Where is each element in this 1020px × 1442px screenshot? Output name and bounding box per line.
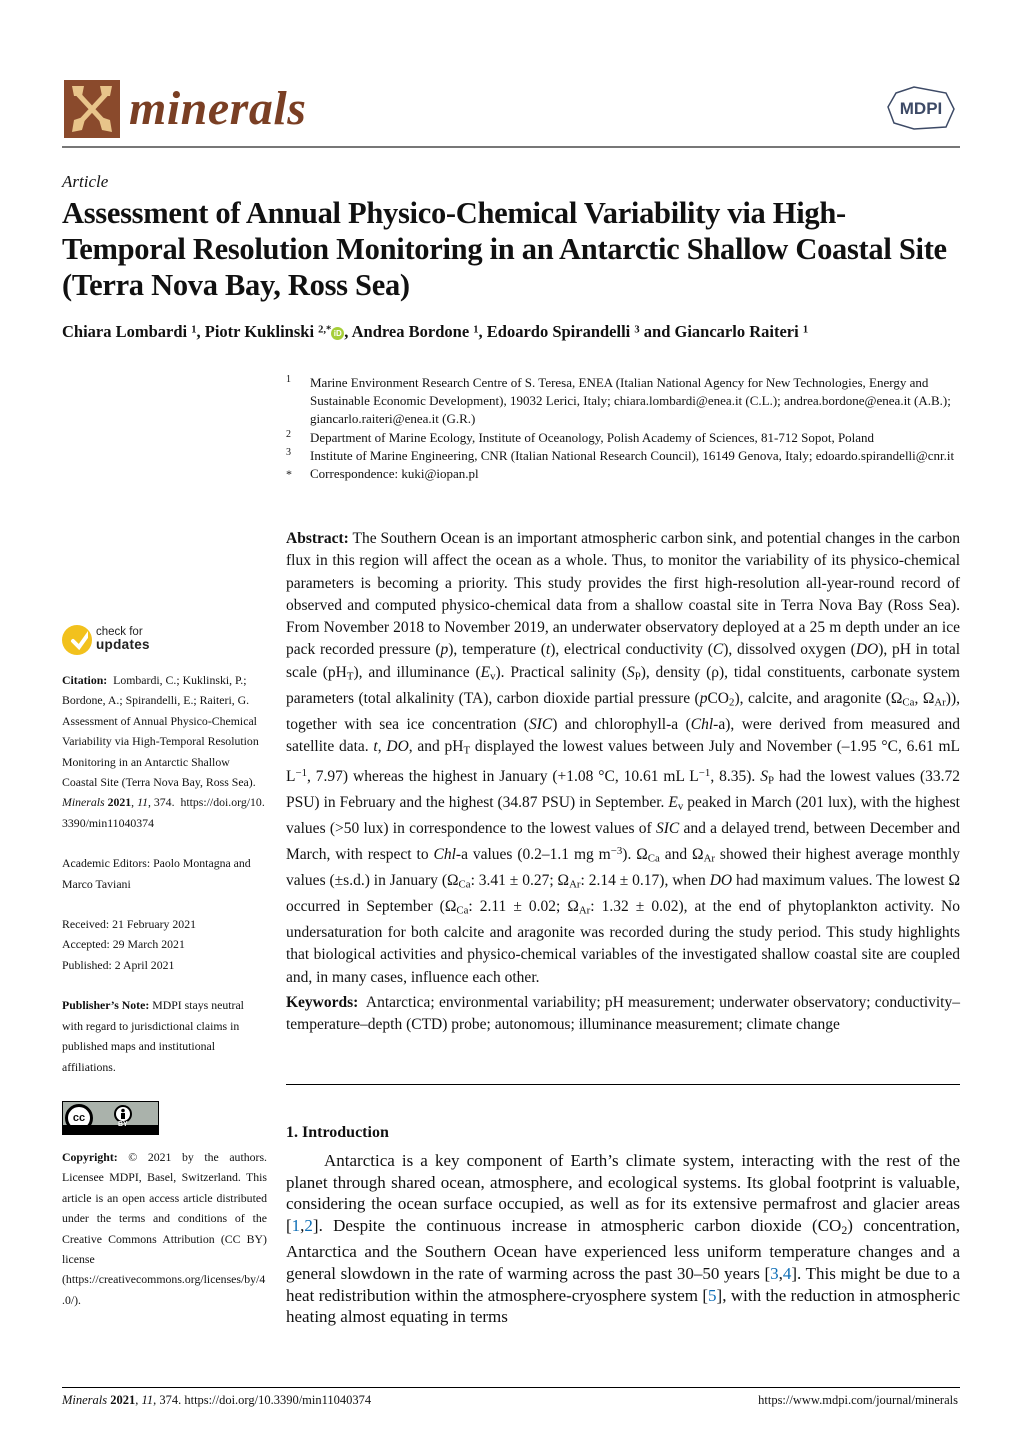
- footer-divider: [62, 1387, 960, 1388]
- affiliations: [286, 374, 966, 483]
- author-affil-sup: 1: [191, 324, 197, 336]
- abstract: Abstract: The Southern Ocean is an important atmospheric carbon sink, and potential changes in the carbon flux in this region will affect the ocean as a whole. Thus, to monitor the variability of its physico-chemical parameters is becoming a priority. This study provides the first high-resolution all-year-round record of observed and computed physico-chemical data from a shallow coastal site in Terra Nova Bay (Ross Sea). From November 2018 to November 2019, an underwater observatory deployed at a 25 m depth under an ice pack recorded pressure (p), temperature (t), electrical conductivity (C), dissolved oxygen (DO), pH in total scale $(pH_T)$, and illuminance $(E_v)$. Practical salinity $(S_P)$, density (ρ), tidal constituents, carbonate system parameters (total alkalinity (TA), carbon dioxide partial pressure (pCO$_2$), calcite, and aragonite ($\Omega_{Ca}$, $\Omega_{Ar}$)), together with sea ice concentration (SIC) and chlorophyll-a (Chl-a), were derived from measured and satellite data. t, DO, and $pH_T$ displayed the lowest values between July and November (–1.95 °C, 6.61 mL $L^{-1}$, 7.97) whereas the highest in January (+1.08 °C, 10.61 mL $L^{-1}$, 8.35). $S_P$ had the lowest values (33.72 PSU) in February and the highest (34.87 PSU) in September. $E_v$ peaked in March (201 lux), with the highest values (>50 lux) in correspondence to the lowest values of SIC and a delayed trend, between December and March, with respect to Chl-a values (0.2–1.1 mg $m^{-3}$). $\Omega_{Ca}$ and $\Omega_{Ar}$ showed their highest average monthly values (±s.d.) in January ($\Omega_{Ca}$: 3.41 ± 0.27; $\Omega_{Ar}$: 2.14 ± 0.17), when DO had maximum values. The lowest Ω occurred in September ($\Omega_{Ca}$: 2.11 ± 0.02; $\Omega_{Ar}$: 1.32 ± 0.02), at the end of phytoplankton activity. No undersaturation for both calcite and aragonite was recorded during the study period. This study highlights that biological activities and physico-chemical variables of the investigated shallow coastal site are coupled and, in many cases, influence each other.: [286, 530, 961, 986]
- check-for-updates-button[interactable]: check for updates: [62, 624, 267, 660]
- keywords-label: Keywords:: [286, 994, 359, 1011]
- publishers-note: Publisher’s Note: MDPI stays neutral with regard to jurisdictional claims in published maps and institutional affiliations.: [62, 998, 244, 1074]
- mdpi-logo[interactable]: [884, 85, 958, 131]
- footer-journal-url[interactable]: https://www.mdpi.com/journal/minerals: [758, 1393, 958, 1407]
- footer-citation: Minerals 2021, 11, 374. https://doi.org/10.3390/min11040374: [62, 1393, 372, 1407]
- correspondence: * Correspondence: kuki@iopan.pl: [286, 466, 479, 482]
- reference-link[interactable]: 5: [708, 1285, 717, 1305]
- citation: Citation: Lombardi, C.; Kuklinski, P.; Bordone, A.; Spirandelli, E.; Raiteri, G. Assessment of Annual Physico-Chemical Variability via High-Temporal Resolution Monitoring in an Antarctic Shallow Coastal Site (Terra Nova Bay, Ross Sea). Minerals 2021, 11, 374. https://doi.org/10.3390/min11040374: [62, 673, 265, 830]
- footer-doi-link[interactable]: , 374. https://doi.org/10.3390/min11040374: [153, 1393, 372, 1407]
- article-title: Assessment of Annual Physico-Chemical Variability via High-Temporal Resolution Monitoring in an Antarctic Shallow Coastal Site (Terra Nova Bay, Ross Sea): [62, 196, 947, 302]
- reference-link[interactable]: 2: [304, 1215, 313, 1235]
- author-name[interactable]: Edoardo Spirandelli: [486, 322, 631, 341]
- author-name[interactable]: Piotr Kuklinski: [204, 322, 315, 341]
- accepted-date: Accepted: 29 March 2021: [62, 937, 185, 952]
- author-name[interactable]: Chiara Lombardi: [62, 322, 188, 341]
- author-affil-sup: 1: [802, 324, 809, 336]
- header-divider: [62, 146, 960, 148]
- received-date: Received: 21 February 2021: [62, 917, 196, 932]
- reference-link[interactable]: 3: [770, 1263, 779, 1283]
- affiliation-item: 1 Marine Environment Research Centre of S. Teresa, ENEA (Italian National Agency for New Technologies, Energy and Sustainable Economic Development), 19032 Lerici, Italy; chiara.lombardi@enea.it (C.L.); andrea.bordone@enea.it (A.B.); giancarlo.raiteri@enea.it (G.R.): [286, 374, 951, 427]
- copyright: Copyright: © 2021 by the authors. Licensee MDPI, Basel, Switzerland. This article is an open access article distributed under the terms and conditions of the Creative Commons Attribution (CC BY) license (https://creativecommons.org/licenses/by/4.0/).: [62, 1149, 267, 1307]
- author-list: Chiara Lombardi $^1$, Piotr Kuklinski $^{2,*}$ iD , Andrea Bordone $^1$, Edoardo Spirandelli $^3$ and Giancarlo Raiteri $^1$: [62, 322, 809, 341]
- affiliation-item: 3 Institute of Marine Engineering, CNR (Italian National Research Council), 16149 Genova, Italy; edoardo.spirandelli@cnr.it: [286, 446, 955, 463]
- article-type: Article: [62, 172, 109, 191]
- author-name[interactable]: Andrea Bordone: [351, 322, 470, 341]
- reference-link[interactable]: 4: [782, 1263, 792, 1283]
- checkmark-icon: [62, 625, 92, 655]
- reference-link[interactable]: 1: [291, 1215, 301, 1235]
- abstract-label: Abstract:: [286, 530, 349, 547]
- cc-by-license-badge[interactable]: cc BY: [62, 1101, 159, 1135]
- orcid-icon[interactable]: iD: [331, 327, 344, 340]
- citation-doi-link[interactable]: https://doi.org/10.3390/min11040374: [62, 795, 265, 830]
- mdpi-logo-text: MDPI: [899, 99, 943, 118]
- author-name[interactable]: Giancarlo Raiteri: [674, 322, 799, 341]
- publication-dates: [62, 914, 267, 975]
- section-heading-introduction: 1. Introduction: [286, 1124, 389, 1141]
- section-divider: [286, 1084, 960, 1085]
- affiliation-item: 2 Department of Marine Ecology, Institute of Oceanology, Polish Academy of Sciences, 81-712 Sopot, Poland: [286, 428, 875, 445]
- published-date: Published: 2 April 2021: [62, 957, 175, 972]
- crossed-shovels-icon: [64, 80, 120, 138]
- cc-icon: cc: [65, 1104, 93, 1132]
- author-affil-sup: 1: [473, 324, 479, 336]
- journal-name: minerals: [129, 82, 307, 135]
- journal-header: [62, 77, 960, 147]
- keywords: Keywords: Antarctica; environmental variability; pH measurement; underwater observatory; conductivity–temperature–depth (CTD) probe; autonomous; illuminance measurement; climate change: [286, 994, 960, 1034]
- academic-editors: Academic Editors: Paolo Montagna and Marco Taviani: [62, 856, 251, 891]
- author-affil-sup: 2,*: [318, 324, 332, 336]
- introduction-paragraph: Antarctica is a key component of Earth’s climate system, interacting with the rest of the planet through shared ocean, atmosphere, and ecological systems. Its global footprint is valuable, considering the ocean surface occupied, as well as for its extensive permafrost and glacier areas [1,2]. Despite the continuous increase in atmospheric carbon dioxide $(CO_2)$ concentration, Antarctica and the Southern Ocean have experienced less uniform temperature changes and a general slowdown in the rate of warming across the past 30–50 years [3,4]. This might be due to a heat redistribution within the atmosphere-cryosphere system [5], with the reduction in atmospheric heating almost equating in terms: [286, 1151, 960, 1327]
- sidebar: [62, 624, 267, 1310]
- author-affil-sup: 3: [634, 324, 640, 336]
